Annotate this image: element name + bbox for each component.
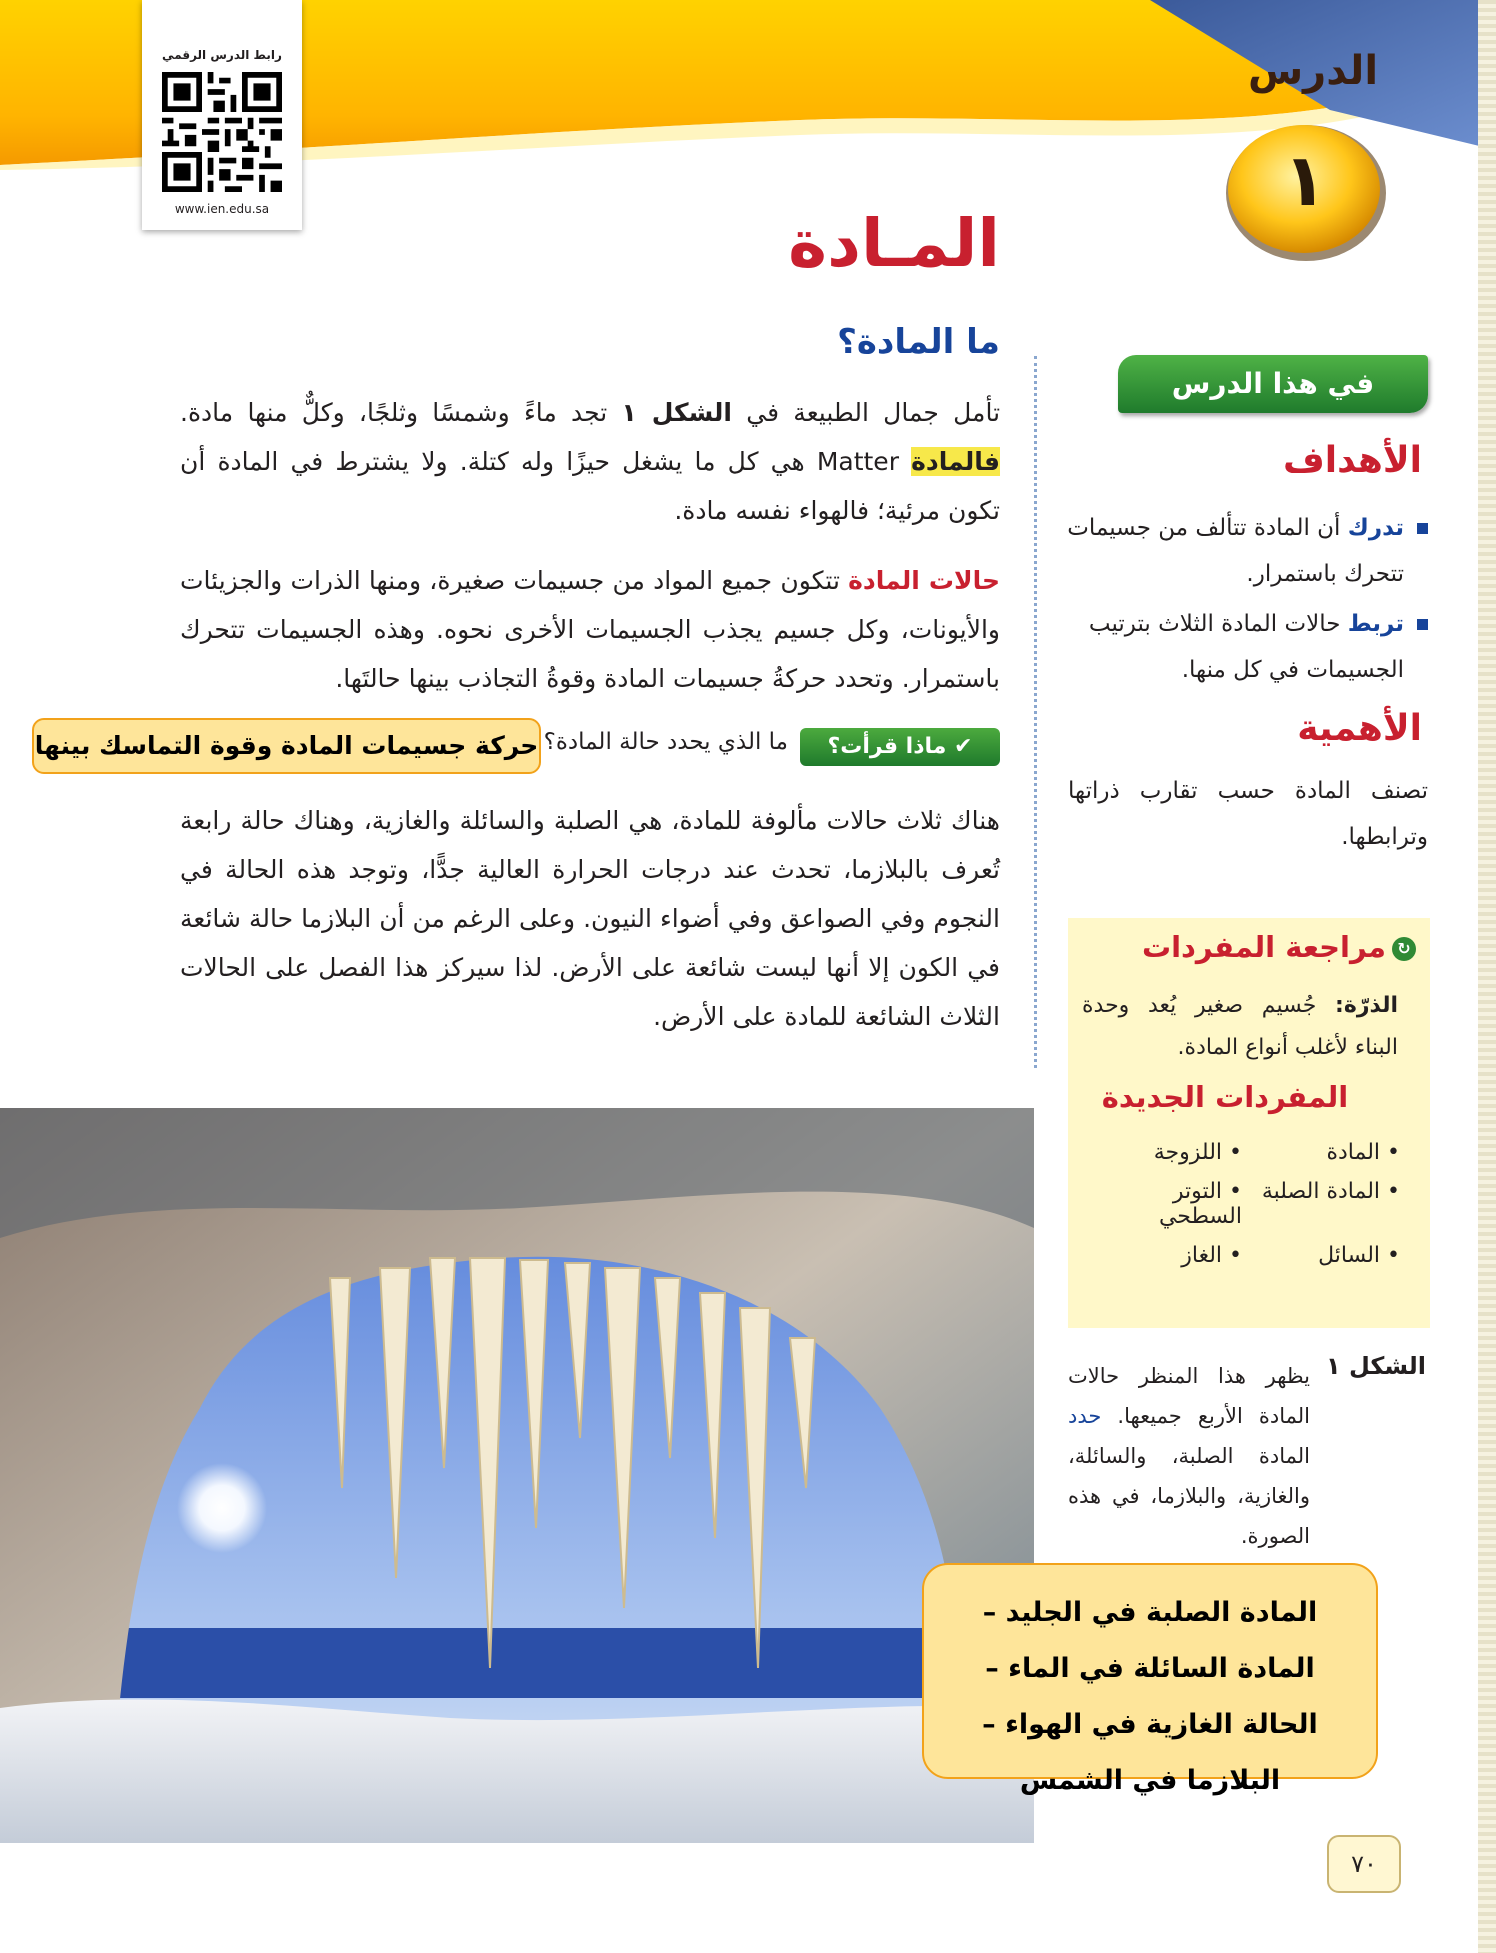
vocab-item: • المادة xyxy=(1242,1140,1400,1165)
vocab-item: • السائل xyxy=(1242,1243,1400,1268)
vocab-review-heading: ↻مراجعة المفردات xyxy=(1090,930,1416,964)
reading-check-badge: ✔ ماذا قرأت؟ xyxy=(800,728,1000,766)
vocab-item: • اللزوجة xyxy=(1084,1140,1242,1165)
answer-callout: حركة جسيمات المادة وقوة التماسك بينها xyxy=(32,718,541,774)
paragraph-four-states: هناك ثلاث حالات مألوفة للمادة، هي الصلبة والسائلة والغازية، وهناك حالة رابعة تُعرف بالبلازما، تحدث عند درجات الحرارة العالية جدًّا، وتوجد هذه الحالة في النجوم وفي الصواعق وفي أضواء النيون. وعلى الرغم من أن البلازما حالة شائعة في الكون إلا أنها ليست شائعة على الأرض. لذا سيركز هذا الفصل على الحالات الثلاث الشائعة للمادة على الأرض. xyxy=(180,806,1000,1031)
figure-reference: الشكل ١ xyxy=(621,398,732,427)
paragraph-states xyxy=(180,556,1000,703)
atom-definition: الذرّة: جُسيم صغير يُعد وحدة البناء لأغلب أنواع المادة. xyxy=(1082,993,1398,1060)
qr-code-icon[interactable] xyxy=(162,72,282,192)
figure-answer-callout: المادة الصلبة في الجليد – المادة السائلة في الماء – الحالة الغازية في الهواء – البلازما في الشمس xyxy=(922,1563,1378,1779)
list-item: تدرك أن المادة تتألف من جسيمات تتحرك باستمرار. xyxy=(1060,505,1430,597)
lesson-label: الدرس xyxy=(1247,48,1379,94)
figure-label: الشكل ١ xyxy=(1325,1352,1426,1380)
qr-label: رابط الدرس الرقمي xyxy=(162,48,282,62)
vocab-item: • الغاز xyxy=(1084,1243,1242,1268)
column-divider xyxy=(1034,356,1037,1068)
page-number: ٧٠ xyxy=(1327,1835,1401,1893)
vocab-item: • التوتر السطحي xyxy=(1084,1179,1242,1229)
new-vocab-list xyxy=(1084,1140,1400,1268)
list-item: تربط حالات المادة الثلاث بترتيب الجسيمات في كل منها. xyxy=(1060,601,1430,693)
importance-heading: الأهمية xyxy=(1297,708,1422,749)
ice-cave-photo xyxy=(0,1108,1034,1843)
new-vocab-heading: المفردات الجديدة xyxy=(1101,1080,1349,1114)
paragraph-text: تجد ماءً وشمسًا وثلجًا، وكلٌّ منها مادة. xyxy=(180,398,608,427)
in-this-lesson-badge: في هذا الدرس xyxy=(1118,355,1428,413)
vocab-item: • المادة الصلبة xyxy=(1242,1179,1400,1229)
paragraph-definition xyxy=(180,388,1000,535)
qr-card[interactable] xyxy=(142,0,302,230)
figure-caption: يظهر هذا المنظر حالات المادة الأربع جميعها. حدد المادة الصلبة، والسائلة، والغازية، والبلازما، في هذه الصورة. xyxy=(1068,1364,1310,1548)
reading-check-question: ما الذي يحدد حالة المادة؟ xyxy=(543,729,788,755)
objectives-list xyxy=(1060,505,1430,697)
page-title: المـادة xyxy=(788,205,1000,282)
key-term-matter: فالمادة xyxy=(911,447,1001,476)
objectives-heading: الأهداف xyxy=(1282,440,1422,481)
lesson-number: ١ xyxy=(1283,138,1327,222)
reading-check xyxy=(543,725,1000,769)
atom-term: الذرّة: xyxy=(1335,993,1398,1018)
page-edge xyxy=(1478,0,1496,1953)
section-heading: ما المادة؟ xyxy=(837,322,1000,362)
paragraph-text: تأمل جمال الطبيعة في xyxy=(746,398,1001,427)
importance-text: تصنف المادة حسب تقارب ذراتها وترابطها. xyxy=(1068,778,1428,850)
paragraph-text: Matter هي كل ما يشغل حيزًا وله كتلة. ولا يشترط في المادة أن تكون مرئية؛ فالهواء نفسه مادة. xyxy=(180,447,1000,525)
qr-url[interactable]: www.ien.edu.sa xyxy=(174,202,270,216)
checkmark-icon: ✔ xyxy=(946,734,973,759)
paragraph-text: تتكون جميع المواد من جسيمات صغيرة، ومنها الذرات والجزيئات والأيونات، وكل جسيم يجذب الجسيمات الأخرى نحوه. وهذه الجسيمات تتحرك باستمرار. وتحدد حركةُ جسيمات المادة وقوةُ التجاذب بينها حالتَها. xyxy=(180,566,1000,693)
refresh-icon: ↻ xyxy=(1392,937,1416,961)
paragraph-heading: حالات المادة xyxy=(848,566,1000,595)
